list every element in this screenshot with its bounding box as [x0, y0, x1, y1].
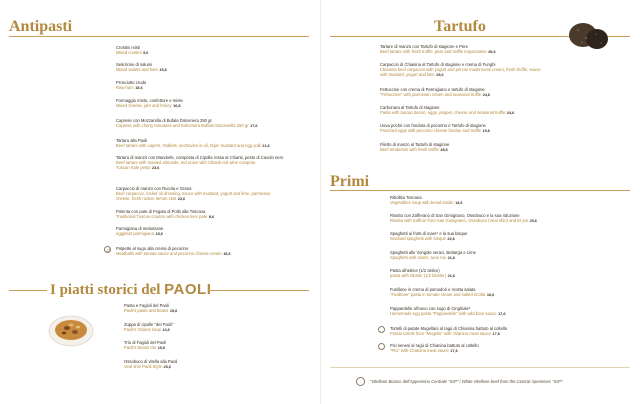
beef-igp-icon [356, 377, 365, 386]
primi-item: Spaghetti ai frutti di mare* e la sua bisque Seafood spaghetti with bisque 22,6 [390, 231, 468, 242]
antipasti-item: Parmigiana di melanzane eggplant parmigiana 15,6 [116, 226, 164, 237]
antipasti-title: Antipasti [9, 18, 73, 35]
primi-item: Tortelli di patate Mugellani al ragù di Chianina battuto al coltello Potato tortelli from "Mugello" with chianina meat sauce 17,6 [390, 326, 508, 337]
antipasti-rule [9, 36, 309, 37]
primi-item: Fusillone in crema di pomodori e ricotta salata "Fusillone" pasta in tomato cream and salted ricotta 16,6 [390, 287, 495, 298]
storici-rule-left [9, 290, 47, 291]
primi-item: Pici senesi al ragù di Chianina battuto al coltello "Pici" with Chianina meat sauce 17,6 [390, 343, 479, 354]
antipasti-item: Selezione di salumi Mixed salami and ham 15,6 [116, 62, 167, 73]
antipasti-item: Caprese con Mozzarella di Bufala Dolcenera 250 gr Caprese with cherry tomatoes and Dolcenera Buffalo Mozzarella 250 gr 17,6 [116, 118, 258, 129]
primi-item: Pappardelle all'uovo con sugo di Cinghiale* Homemade egg pasta "Pappardelle" with wild boar sauce 17,6 [390, 306, 506, 317]
primi-rule [330, 190, 630, 191]
antipasti-item: Carpaccio di manzo con Rucola e Grana Beef carpaccio, rocket oil dressing, sauce with mustard, yogurt and lime, parmesan cheese, fresh rocket, lemon zest 23,6 [116, 186, 271, 202]
antipasti-item: Tartara alla Paoli Beef tartare with capers, shallots, anchovies in oil, Dijon mustard and egg yolk 21,6 [116, 138, 270, 149]
beef-igp-icon [378, 343, 385, 350]
storici-item: Pasta e Fagioli del Paoli Paoli's pasta and beans 15,6 [124, 303, 178, 314]
antipasti-item: Polpette al sugo alla crema di pecorino Meatballs with tomato sauce and pecorino cheese cream 15,6 [116, 246, 231, 257]
tartufo-item: Tartare di manzo con Tartufo di stagione e Pere Beef tartare with fresh truffle, pear and truffle mayonnaise 29,6 [380, 44, 496, 55]
primi-item: Spaghetti alle Vongole veraci, Bottarga e Lime Spaghetti with clams, tuna roe 21,6 [390, 250, 476, 261]
antipasti-item: Tartara di manzo con Mandorle, composta di Cipolla rossa al Chianti, pesto di Cavolo nero Beef tartare with toasted almonds, red onion with Chianti red wine compote, Tuscan Kale pesto 23,6 [116, 155, 284, 171]
storici-item: Trio di Fagioli del Paoli Paoli's Beans trio 15,6 [124, 340, 167, 351]
page-divider [320, 0, 321, 404]
storici-title: I piatti storici del PAOLI [50, 281, 212, 298]
leaf-icon [104, 246, 111, 253]
tartufo-item: Carpaccio di Chianina al Tartufo di stagione e crema di Funghi Chianina beef carpaccio with yogurt and porcini mushrooms cream, fresh truffle, sauce with mustard, yogurt and lime 29,6 [380, 62, 541, 78]
tartufo-title: Tartufo [434, 18, 486, 35]
truffle-image [566, 18, 610, 54]
beef-igp-icon [378, 326, 385, 333]
storici-item: Ossobuco di vitella alla Paoli Veal shin Paoli Style 25,6 [124, 359, 178, 370]
bean-soup-bowl-image [48, 314, 94, 348]
footnote-rule [330, 367, 630, 368]
antipasti-item: Formaggio misto, confetture e miele Mixed cheese, jam and honey 16,8 [116, 98, 183, 109]
antipasti-item: Crostini misti Mixed crostini 9,6 [116, 45, 149, 56]
tartufo-item: Uova pochè con fonduta di pecorino e Tartufo di stagione Poached eggs with pecorino cheese fondue and truffle 19,6 [380, 123, 490, 134]
antipasti-item: Prosciutto crudo Raw ham 15,6 [116, 80, 147, 91]
footnote-text: "Vitellone Bianco dell'Appennino Centrale "IGP" / White Vitellone beef from the Central Apennines "IGP". [370, 379, 564, 384]
storici-rule-right [208, 290, 309, 291]
primi-item: Ribollita Toscana Vegetables soup with bread inside 13,6 [390, 195, 463, 206]
primi-item: Pasta all'astice (1/2 astice) pasta with lobster (1/2 lobster) 21,6 [390, 268, 455, 279]
primi-item: Risotto con Zafferano di San Gimignano, Ossobuco e la sua riduzione Risotto with Saffron from San Gimignano, Ossobuco (Veal shin) and its jus 25,6 [390, 213, 537, 224]
tartufo-item: Fettuccine con crema di Parmigiano e tartufo di stagione "Fettuccine" with parmesan cream and seasonal truffle 24,6 [380, 87, 491, 98]
tartufo-item: Filetto di manzo al Tartufo di stagione Beef tenderloin with fresh truffle 45,6 [380, 142, 450, 153]
tartufo-item: Carbonara al Tartufo di stagione Pasta with tuscan bacon, eggs, pepper, cheese and seasonal truffle 24,6 [380, 105, 515, 116]
storici-item: Zuppa di cipolle "del Paoli" Paoli's Onions soup 13,6 [124, 322, 174, 333]
antipasti-item: Polenta con pate di Fegato di Pollo alla Toscana Traditional Tuscan crouton with chicken liver pate 8,6 [116, 209, 215, 220]
primi-title: Primi [330, 173, 370, 190]
